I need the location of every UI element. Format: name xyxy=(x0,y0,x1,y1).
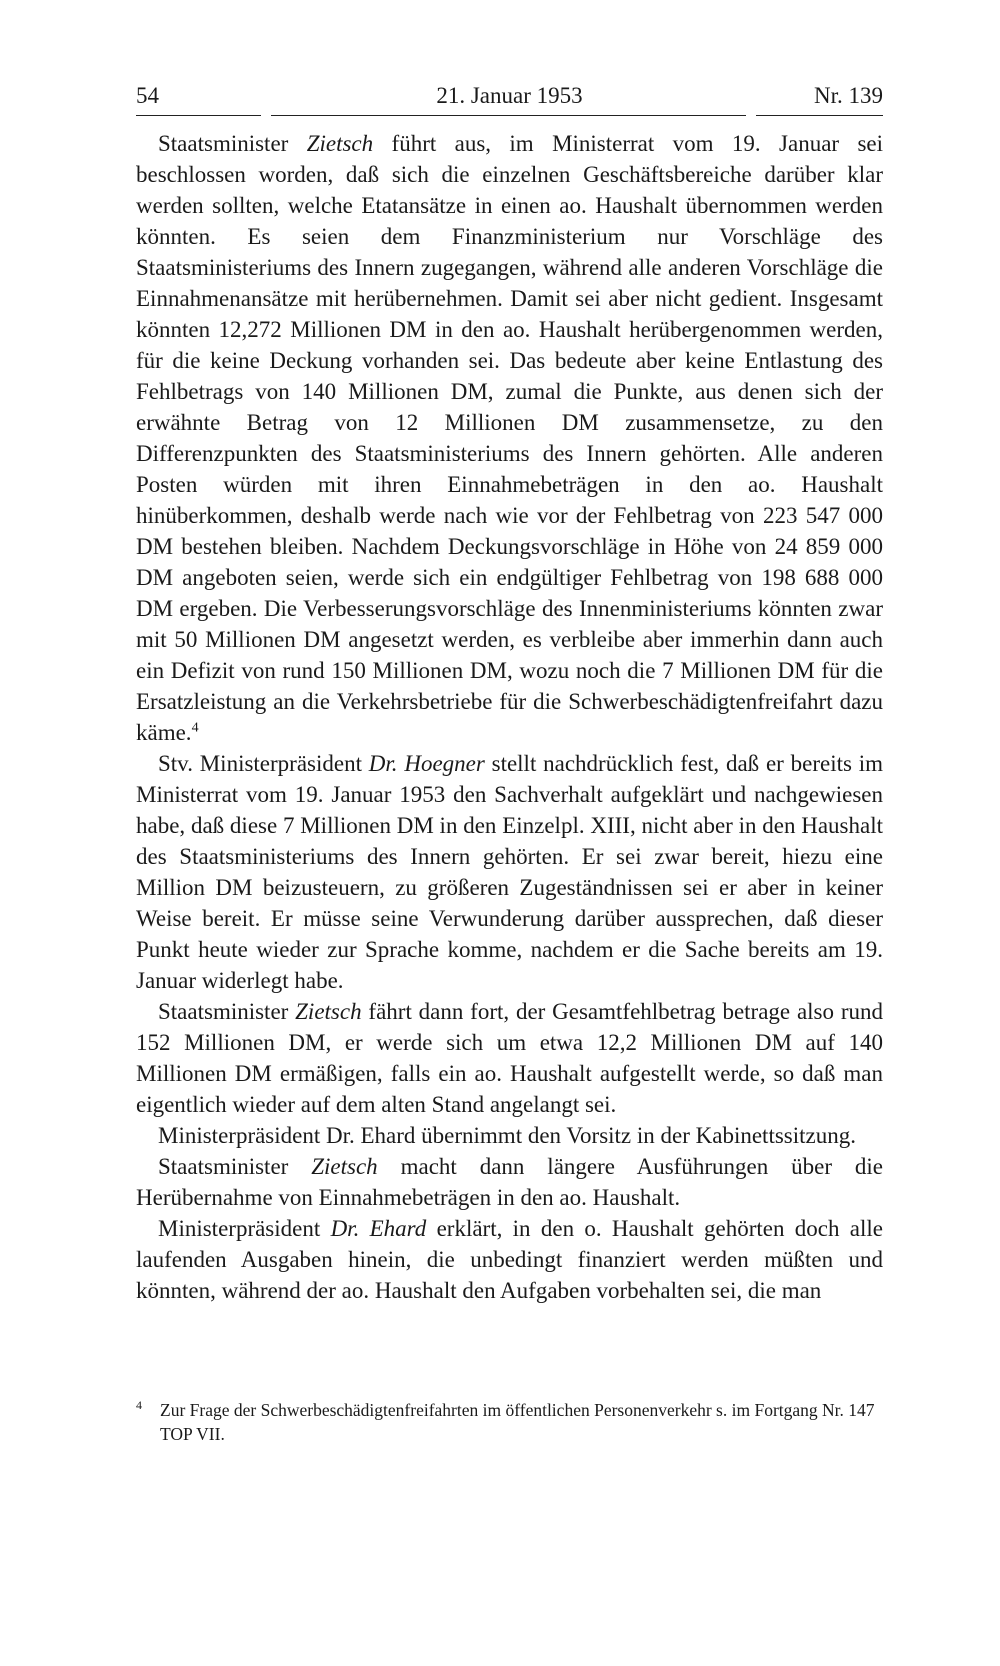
footnote-mark: 4 xyxy=(136,1398,142,1412)
paragraph-text: macht dann längere Ausführungen über die Herübernahme von Einnahmebeträgen in den ao. Haushalt. xyxy=(136,1154,883,1210)
page-content xyxy=(136,82,883,1306)
paragraph xyxy=(136,1151,883,1213)
footnote-text: Zur Frage der Schwerbeschädigtenfreifahrten im öffentlichen Personenverkehr s. im Fortgang Nr. 147 TOP VII. xyxy=(160,1400,875,1444)
paragraph-text: stellt nachdrücklich fest, daß er bereits im Ministerrat vom 19. Januar 1953 den Sachverhalt aufgeklärt und nachgewiesen habe, daß diese 7 Millionen DM in den Einzelpl. XIII, nicht aber in den Haushalt des Staatsministeriums des Innern gehörten. Er sei zwar bereit, hiezu eine Million DM beizusteuern, zu größeren Zugeständnissen sei er aber in keiner Weise bereit. Er müsse seine Verwunderung darüber aussprechen, daß dieser Punkt heute wieder zur Sprache komme, nachdem er die Sache bereits am 19. Januar widerlegt habe. xyxy=(136,751,883,993)
header-rule-right xyxy=(756,115,883,116)
footnote xyxy=(136,1398,883,1446)
page-number: 54 xyxy=(136,83,159,108)
paragraph-text: Staatsminister xyxy=(158,131,307,156)
paragraph-text: Staatsminister xyxy=(158,1154,312,1179)
paragraph-text: erklärt, in den o. Haushalt gehörten doch alle laufenden Ausgaben hinein, die unbedingt finanziert werden müßten und könnten, während der ao. Haushalt den Aufgaben vorbehalten sei, die man xyxy=(136,1216,883,1303)
body-text xyxy=(136,128,883,1306)
speaker-name: Dr. Hoegner xyxy=(368,751,485,776)
paragraph-text: Stv. Ministerpräsident xyxy=(158,751,369,776)
speaker-name: Zietsch xyxy=(306,131,374,156)
paragraph-text: führt aus, im Ministerrat vom 19. Januar sei beschlossen worden, daß sich die einzelnen Geschäftsbereiche darüber klar werden sollten, welche Etatansätze in einen ao. Haushalt übernommen werden könnten. Es seien dem Finanzministerium nur Vorschläge des Staatsministeriums des Innern zugegangen, während alle anderen Vorschläge die Einnahmenansätze mit herübernehmen. Damit sei aber nicht gedient. Insgesamt könnten 12,272 Millionen DM in den ao. Haushalt herübergenommen werden, für die keine Deckung vorhanden sei. Das bedeute aber keine Entlastung des Fehlbetrags von 140 Millionen DM, zumal die Punkte, aus denen sich der erwähnte Betrag von 12 Millionen DM zusammensetze, zu den Differenzpunkten des Staatsministeriums des Innern gehörten. Alle anderen Posten würden mit ihren Einnahmebeträgen in den ao. Haushalt hinüberkommen, deshalb werde nach wie vor der Fehlbetrag von 223 547 000 DM bestehen bleiben. Nachdem Deckungsvorschläge in Höhe von 24 859 000 DM angeboten seien, werde sich ein endgültiger Fehlbetrag von 198 688 000 DM ergeben. Die Verbesserungsvorschläge des Innenministeriums könnten zwar mit 50 Millionen DM angesetzt werden, es verbleibe aber immerhin dann auch ein Defizit von rund 150 Millionen DM, wozu noch die 7 Millionen DM für die Ersatzleistung an die Verkehrsbetriebe für die Schwerbeschädigtenfreifahrt dazu käme. xyxy=(136,131,883,745)
paragraph-text: fährt dann fort, der Gesamtfehlbetrag betrage also rund 152 Millionen DM, er werde sich um etwa 12,2 Millionen DM auf 140 Millionen DM ermäßigen, falls ein ao. Haushalt aufgestellt werde, so daß man eigentlich wieder auf dem alten Stand angelangt sei. xyxy=(136,999,883,1117)
paragraph xyxy=(136,748,883,996)
header-rule-center xyxy=(271,115,746,116)
speaker-name: Zietsch xyxy=(295,999,362,1024)
header-date: 21. Januar 1953 xyxy=(436,83,583,108)
paragraph xyxy=(136,128,883,748)
speaker-name: Zietsch xyxy=(311,1154,378,1179)
paragraph xyxy=(136,1120,883,1151)
running-header xyxy=(136,82,883,116)
paragraph-text: Ministerpräsident xyxy=(158,1216,331,1241)
document-number: Nr. 139 xyxy=(814,83,883,108)
paragraph xyxy=(136,1213,883,1306)
footnote-reference[interactable]: 4 xyxy=(191,720,199,736)
speaker-name: Dr. Ehard xyxy=(330,1216,427,1241)
paragraph xyxy=(136,996,883,1120)
paragraph-text: Staatsminister xyxy=(158,999,296,1024)
paragraph-text: Ministerpräsident Dr. Ehard übernimmt den Vorsitz in der Kabinettssitzung. xyxy=(158,1123,856,1148)
header-rule-left xyxy=(136,115,261,116)
